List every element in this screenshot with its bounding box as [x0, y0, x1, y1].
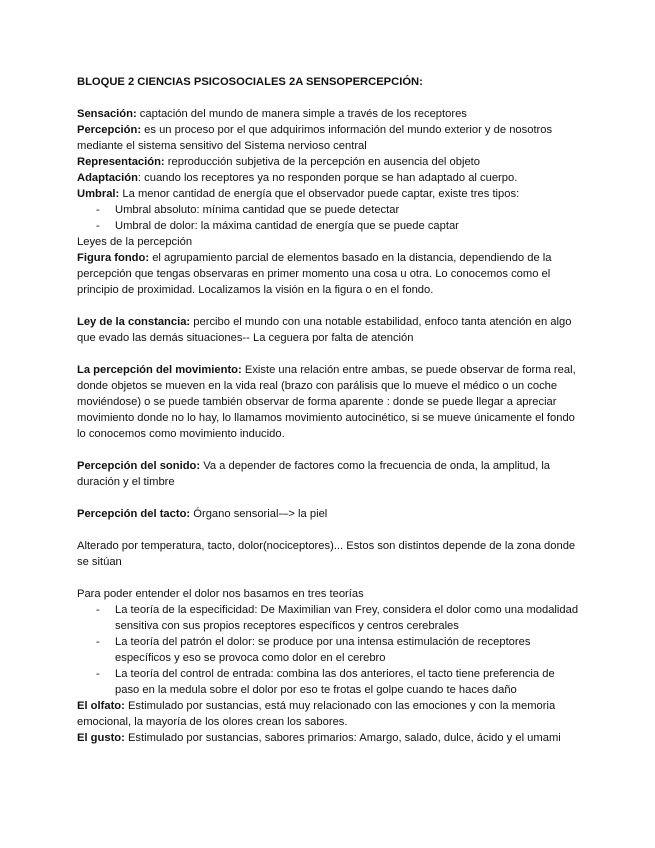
percepcion-movimiento: [77, 362, 582, 442]
figura-fondo: [77, 250, 582, 298]
definition: : cuando los receptores ya no responden porque se han adaptado al cuerpo.: [137, 172, 518, 184]
document-page: [77, 74, 582, 746]
list-item: - Umbral absoluto: mínima cantidad que se puede detectar: [115, 202, 582, 218]
term: Ley de la constancia:: [77, 316, 191, 328]
definition: Órgano sensorial-–> la piel: [190, 508, 328, 520]
dolor-list: [77, 602, 582, 698]
definition: Estimulado por sustancias, está muy relacionado con las emociones y con la memoria emocional, la mayoría de los olores crean los sabores.: [77, 700, 556, 728]
definition: percibo el mundo con una notable estabilidad, enfoco tanta atención en algo que evado las demás situaciones-- La ceguera por falta de atención: [77, 316, 572, 344]
term: Adaptación: [77, 172, 138, 184]
def-adaptacion: [77, 170, 582, 186]
term: El gusto:: [77, 732, 125, 744]
term: La percepción del movimiento:: [77, 364, 242, 376]
list-item: - Umbral de dolor: la máxima cantidad de energía que se puede captar: [115, 218, 582, 234]
term: Sensación:: [77, 108, 137, 120]
ley-constancia: [77, 314, 582, 346]
def-umbral: [77, 186, 582, 202]
def-representacion: [77, 154, 582, 170]
list-item: - La teoría del patrón el dolor: se produce por una intensa estimulación de receptores específicos y eso se provoca como dolor en el cerebro: [115, 634, 582, 666]
el-gusto: [77, 730, 582, 746]
definition: captación del mundo de manera simple a través de los receptores: [136, 108, 467, 120]
term: Representación:: [77, 156, 165, 168]
definition: el agrupamiento parcial de elementos basado en la distancia, dependiendo de la percepción que tengas observaras en primer momento una cosa u otra. Lo conocemos como el principio de proximidad. Localizamos la visión en la figura o en el fondo.: [77, 252, 552, 296]
list-item: - La teoría del control de entrada: combina las dos anteriores, el tacto tiene preferencia de paso en la medula sobre el dolor por eso te frotas el golpe cuando te haces daño: [115, 666, 582, 698]
term: Percepción:: [77, 124, 142, 136]
def-sensacion: [77, 106, 582, 122]
leyes-heading: Leyes de la percepción: [77, 236, 193, 248]
term: Percepción del sonido:: [77, 460, 201, 472]
definition: Va a depender de factores como la frecuencia de onda, la amplitud, la duración y el timbre: [77, 460, 551, 488]
alterado-text: Alterado por temperatura, tacto, dolor(nociceptores)... Estos son distintos depende de la zona donde se sitúan: [77, 540, 576, 568]
def-percepcion: [77, 122, 582, 154]
definition: Estimulado por sustancias, sabores primarios: Amargo, salado, dulce, ácido y el umami: [124, 732, 561, 744]
definition: es un proceso por el que adquirimos información del mundo exterior y de nosotros mediante el sistema sensitivo del Sistema nervioso central: [77, 124, 553, 152]
definition: Existe una relación entre ambas, se puede observar de forma real, donde objetos se mueven en la vida real (brazo con parálisis que lo mueve el médico o un coche moviéndose) o se puede también observar de forma aparente : donde se puede llegar a apreciar movimiento donde no lo hay, lo llamamos movimiento autocinético, si se mueve únicamente el fondo lo conocemos como movimiento inducido.: [77, 364, 576, 440]
percepcion-sonido: [77, 458, 582, 490]
list-item: - La teoría de la especificidad: De Maximilian van Frey, considera el dolor como una modalidad sensitiva con sus propios receptores específicos y centros cerebrales: [115, 602, 582, 634]
term: El olfato:: [77, 700, 125, 712]
percepcion-tacto: [77, 506, 582, 522]
definition: reproducción subjetiva de la percepción en ausencia del objeto: [164, 156, 480, 168]
el-olfato: [77, 698, 582, 730]
term: Percepción del tacto:: [77, 508, 191, 520]
document-title: BLOQUE 2 CIENCIAS PSICOSOCIALES 2A SENSOPERCEPCIÓN:: [77, 76, 423, 88]
dolor-intro: Para poder entender el dolor nos basamos en tres teorías: [77, 588, 364, 600]
umbral-list: [77, 202, 582, 234]
term: Umbral:: [77, 188, 120, 200]
term: Figura fondo:: [77, 252, 150, 264]
definition: La menor cantidad de energía que el observador puede captar, existe tres tipos:: [119, 188, 520, 200]
